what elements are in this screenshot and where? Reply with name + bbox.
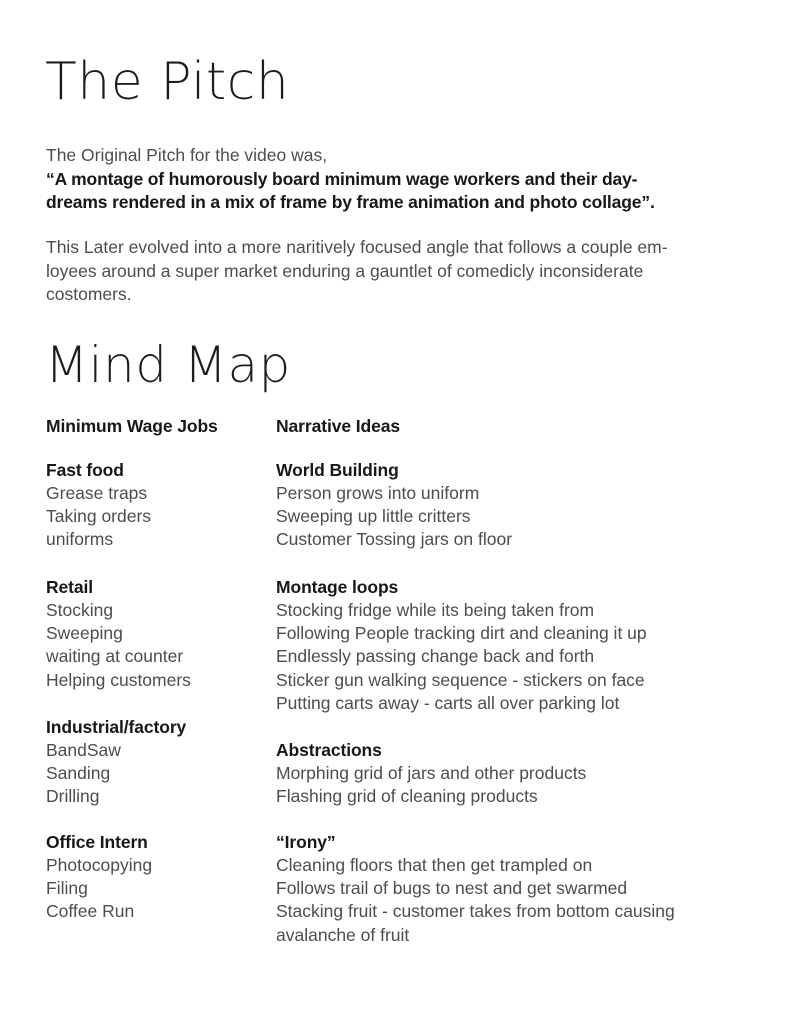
mind-map-group-industrial-factory	[46, 716, 186, 809]
mind-map-item: Putting carts away - carts all over parking lot	[276, 692, 620, 713]
mind-map-item: Following People tracking dirt and cleaning it up	[276, 623, 647, 644]
mind-map-item: Drilling	[46, 786, 100, 807]
mind-map-item: Customer Tossing jars on floor	[276, 529, 513, 550]
mind-map-group-title: Abstractions	[276, 740, 382, 760]
mind-map-group-world-building	[276, 459, 512, 552]
mind-map-item: Stacking fruit - customer takes from bottom causing	[276, 901, 675, 922]
mind-map-item: waiting at counter	[46, 646, 184, 667]
mind-map-item: Filing	[46, 878, 88, 899]
mind-map-item: Endlessly passing change back and forth	[276, 646, 595, 667]
mind-map-item: Coffee Run	[46, 901, 135, 922]
mind-map-item: uniforms	[46, 529, 114, 550]
mind-map-item: Person grows into uniform	[276, 483, 480, 503]
mind-map-column-header: Minimum Wage Jobs	[46, 416, 218, 436]
pitch-body-line: loyees around a super market enduring a gauntlet of comedicly inconsiderate	[46, 260, 644, 281]
mind-map-item: Cleaning floors that then get trampled on	[276, 855, 593, 875]
mind-map-group-title: Industrial/factory	[46, 717, 187, 737]
mind-map-group-abstractions	[276, 739, 586, 808]
mind-map-item: Sanding	[46, 763, 111, 784]
mind-map-item: Sticker gun walking sequence - stickers on face	[276, 669, 645, 690]
mind-map-item: Morphing grid of jars and other products	[276, 763, 587, 783]
section-title-mind-map: Mind Map	[45, 336, 291, 394]
page-title-the-pitch: The Pitch	[45, 52, 290, 112]
mind-map-group-title: Office Intern	[46, 832, 148, 852]
mind-map-item: Helping customers	[46, 669, 191, 690]
mind-map-group-fast-food	[46, 459, 151, 552]
mind-map-item: BandSaw	[46, 740, 121, 760]
mind-map-item: Follows trail of bugs to nest and get swarmed	[276, 878, 628, 899]
mind-map-item: Grease traps	[46, 483, 148, 503]
mind-map-group-irony	[276, 831, 675, 947]
mind-map-group-retail	[46, 576, 191, 692]
mind-map-group-title: Fast food	[46, 460, 124, 480]
pitch-body-line: costomers.	[46, 284, 132, 304]
pitch-lead-line: The Original Pitch for the video was,	[46, 145, 328, 165]
mind-map-group-title: Montage loops	[276, 577, 399, 597]
mind-map-group-title: World Building	[276, 460, 399, 480]
mind-map-item: Taking orders	[46, 506, 152, 527]
mind-map-item: avalanche of fruit	[276, 924, 410, 945]
mind-map-group-montage-loops	[276, 576, 647, 715]
mind-map-column-header: Narrative Ideas	[276, 416, 400, 436]
pitch-quote-line: “A montage of humorously board minimum wage workers and their day-	[46, 168, 638, 189]
pitch-body-line: This Later evolved into a more naritively focused angle that follows a couple em-	[46, 237, 668, 257]
mind-map-group-title: “Irony”	[276, 832, 336, 852]
pitch-body-block	[46, 236, 746, 307]
mind-map-group-title: Retail	[46, 577, 94, 597]
mind-map-item: Stocking	[46, 600, 114, 620]
pitch-quote-line: dreams rendered in a mix of frame by frame animation and photo collage”.	[46, 192, 655, 212]
pitch-intro-block	[46, 144, 746, 215]
mind-map-item: Photocopying	[46, 855, 153, 875]
mind-map-item: Stocking fridge while its being taken from	[276, 600, 595, 620]
mind-map-item: Flashing grid of cleaning products	[276, 786, 538, 807]
mind-map-group-office-intern	[46, 831, 152, 924]
mind-map-item: Sweeping	[46, 623, 123, 644]
mind-map-item: Sweeping up little critters	[276, 506, 471, 527]
